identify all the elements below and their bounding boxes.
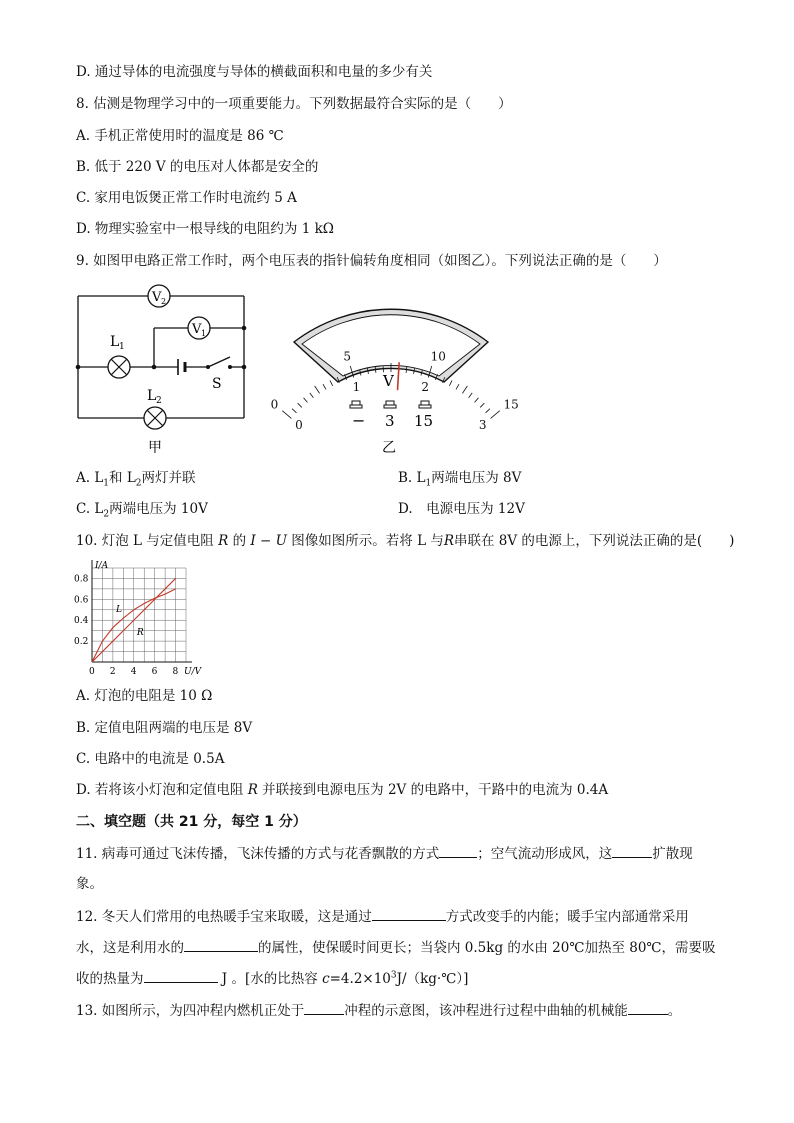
series-label-R: R — [136, 627, 144, 638]
q9-stem: 9. 如图甲电路正常工作时，两个电压表的指针偏转角度相同（如图乙）。下列说法正确的是（ ） — [76, 253, 667, 269]
q11-blank-1[interactable] — [439, 843, 477, 858]
dial-tick — [304, 398, 308, 403]
dial-tick — [310, 393, 314, 398]
q11-line-2: 象。 — [76, 876, 103, 892]
dial-tick — [315, 386, 320, 394]
q10-stem: 10. 灯泡 L 与定值电阻 R 的 I − U 图像如图所示。若将 L 与R串联在 8V 的电源上，下列说法正确的是( ) — [76, 533, 735, 549]
dial-tick — [330, 380, 333, 385]
svg-text:1: 1 — [119, 342, 125, 352]
dial-tick — [475, 398, 479, 403]
dial-lower-label: 3 — [478, 417, 487, 432]
q10-option-a: A. 灯泡的电阻是 10 Ω — [76, 688, 213, 704]
q11-blank-2[interactable] — [612, 843, 652, 858]
section-title: 二、填空题（共 21 分，每空 1 分） — [76, 814, 307, 830]
q10-option-c: C. 电路中的电流是 0.5A — [76, 751, 225, 767]
x-tick-label: 0 — [89, 667, 95, 677]
dial-tick — [323, 384, 326, 389]
q8-option-d: D. 物理实验室中一根导线的电阻约为 1 kΩ — [76, 221, 334, 237]
svg-text:L: L — [110, 334, 120, 350]
voltmeter-v1-icon — [188, 317, 210, 339]
q8-option-c: C. 家用电饭煲正常工作时电流约 5 A — [76, 190, 297, 206]
q10-option-b: B. 定值电阻两端的电压是 8V — [76, 720, 253, 736]
x-tick-label: 2 — [109, 667, 116, 677]
dial-lower-label: 0 — [295, 417, 303, 432]
q9-option-b: B. $L_1$两端电压为 8V — [398, 470, 522, 489]
dial-upper-label: 5 — [343, 349, 352, 364]
dial-upper-label: 10 — [430, 349, 446, 364]
figure-caption-jia: 甲 — [148, 440, 162, 456]
q13-blank-1[interactable] — [304, 1000, 344, 1015]
terminal-3: 3 — [385, 412, 395, 430]
dial-upper-label: 0 — [270, 397, 279, 412]
series-label-L: L — [116, 604, 123, 615]
dial-lower-label: 1 — [352, 380, 361, 395]
dial-tick — [462, 386, 467, 394]
dial-tick — [491, 411, 500, 419]
lamp-l1-icon — [108, 334, 130, 378]
q9-option-c: C. $L_2$两端电压为 10V — [76, 501, 208, 520]
switch-label: S — [212, 376, 222, 392]
q9-option-a: A. $L_1$和 $L_2$两灯并联 — [76, 470, 196, 489]
dial-tick — [282, 411, 291, 419]
circuit-diagram — [70, 280, 260, 460]
x-tick-label: 8 — [172, 667, 179, 677]
q13-blank-2[interactable] — [628, 1000, 668, 1015]
meter-unit-label: V — [383, 372, 394, 390]
y-axis-label: I/A — [95, 561, 109, 571]
q12-blank-3[interactable] — [144, 968, 218, 983]
terminal-15: 15 — [414, 412, 434, 430]
terminal-negative: − — [352, 411, 366, 430]
x-axis-label: U/V — [184, 667, 202, 677]
lamp-l2-icon — [144, 388, 166, 429]
meter-terminal-icons — [350, 401, 431, 408]
q12-line-3: 收的热量为 J 。[水的比热容 $c=4.2\times 10^3J/(kg\cdot℃)$] — [76, 968, 468, 989]
svg-text:1: 1 — [201, 329, 207, 338]
dial-tick — [480, 403, 484, 407]
q12-line-2: 水，这是利用水的 的属性，使保暖时间更长；当袋内 0.5kg 的水由 20℃加热至 80℃，需要吸 — [76, 937, 716, 958]
dial-tick — [449, 380, 452, 385]
svg-text:V: V — [152, 290, 162, 305]
q12-blank-2[interactable] — [184, 937, 258, 952]
y-tick-label: 0.2 — [74, 637, 89, 648]
dial-tick — [298, 403, 302, 407]
x-tick-label: 4 — [130, 667, 137, 677]
dial-tick — [456, 384, 459, 389]
dial-tick — [486, 409, 490, 413]
y-tick-label: 0.4 — [74, 616, 89, 627]
voltmeter-dial — [270, 290, 519, 460]
dial-tick — [469, 393, 473, 398]
voltmeter-v2-icon — [148, 285, 170, 307]
iu-chart — [74, 558, 214, 680]
q12-line-1: 12. 冬天人们常用的电热暖手宝来取暖，这是通过 方式改变手的内能；暖手宝内部通常采用 — [76, 906, 689, 927]
q7-option-d: D. 通过导体的电流强度与导体的横截面积和电量的多少有关 — [76, 64, 433, 80]
figure-caption-yi: 乙 — [382, 440, 396, 456]
q8-option-a: A. 手机正常使用时的温度是 86 ℃ — [76, 128, 284, 144]
q12-blank-1[interactable] — [372, 906, 446, 921]
q8-stem: 8. 估测是物理学习中的一项重要能力。下列数据最符合实际的是（ ） — [76, 96, 512, 112]
x-tick-label: 6 — [151, 667, 158, 677]
q10-option-d: D. 若将该小灯泡和定值电阻 R 并联接到电源电压为 2V 的电路中，干路中的电流为 0.4A — [76, 782, 609, 798]
svg-text:2: 2 — [156, 396, 162, 406]
y-tick-label: 0.8 — [74, 574, 89, 585]
svg-text:2: 2 — [161, 297, 167, 306]
dial-lower-label: 2 — [421, 380, 430, 395]
y-tick-label: 0.6 — [74, 595, 89, 606]
q9-option-d: D. 电源电压为 12V — [398, 501, 525, 517]
dial-tick — [292, 409, 296, 413]
q13-line: 13. 如图所示，为四冲程内燃机正处于 冲程的示意图，该冲程进行过程中曲轴的机械能 。 — [76, 1000, 681, 1021]
q11-line-1: 11. 病毒可通过飞沫传播，飞沫传播的方式与花香飘散的方式 ；空气流动形成风，这 扩散现 — [76, 843, 693, 864]
dial-upper-label: 15 — [503, 397, 519, 412]
q8-option-b: B. 低于 220 V 的电压对人体都是安全的 — [76, 159, 319, 175]
svg-text:L: L — [147, 388, 157, 404]
svg-text:V: V — [192, 322, 202, 337]
